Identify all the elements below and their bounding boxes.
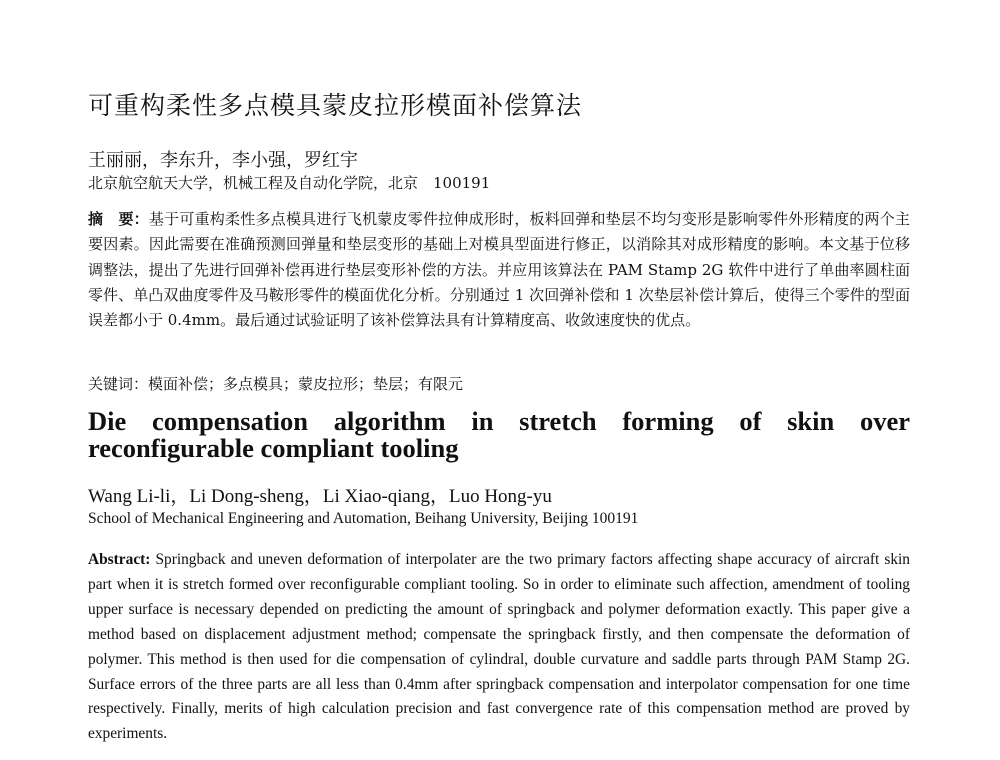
english-title: [88, 408, 910, 462]
chinese-abstract-label: 摘 要：: [88, 210, 149, 228]
english-authors: Wang Li-li，Li Dong-sheng，Li Xiao-qiang，Luo Hong-yu: [88, 486, 552, 507]
english-abstract-text: Springback and uneven deformation of interpolater are the two primary factors affecting shape accuracy of aircraft skin part when it is stretch formed over reconfigurable compliant tooling. So in order to eliminate such affection, amendment of tooling upper surface is necessary depended on predicting the amount of springback and polymer deformation exactly. This paper give a method based on displacement adjustment method; compensate the springback firstly, and then compensate the deformation of polymer. This method is then used for die compensation of cylindral, double curvature and saddle parts through PAM Stamp 2G. Surface errors of the three parts are all less than 0.4mm after springback compensation and interpolator compensation for one time respectively. Finally, merits of high calculation precision and fast convergence rate of this compensation method are proved by experiments.: [88, 551, 910, 743]
english-title-line-2: reconfigurable compliant tooling: [88, 433, 459, 463]
english-abstract: [88, 548, 910, 747]
chinese-abstract-text: 基于可重构柔性多点模具进行飞机蒙皮零件拉伸成形时，板料回弹和垫层不均匀变形是影响零件外形精度的两个主要因素。因此需要在准确预测回弹量和垫层变形的基础上对模具型面进行修正，以消除其对成形精度的影响。本文基于位移调整法，提出了先进行回弹补偿再进行垫层变形补偿的方法。并应用该算法在 PAM Stamp 2G 软件中进行了单曲率圆柱面零件、单凸双曲度零件及马鞍形零件的模面优化分析。分别通过 1 次回弹补偿和 1 次垫层补偿计算后，使得三个零件的型面误差都小于 0.4mm。最后通过试验证明了该补偿算法具有计算精度高、收敛速度快的优点。: [88, 210, 910, 330]
english-affiliation: School of Mechanical Engineering and Automation, Beihang University, Beijing 100191: [88, 510, 639, 527]
chinese-affiliation: 北京航空航天大学，机械工程及自动化学院，北京 100191: [88, 174, 491, 192]
chinese-keywords: 关键词：模面补偿；多点模具；蒙皮拉形；垫层；有限元: [88, 375, 464, 393]
english-title-line-1: Die compensation algorithm in stretch forming of skin over: [88, 406, 910, 436]
chinese-title: 可重构柔性多点模具蒙皮拉形模面补偿算法: [88, 91, 583, 120]
chinese-abstract: [88, 207, 910, 333]
english-abstract-label: Abstract:: [88, 551, 151, 568]
chinese-authors: 王丽丽，李东升，李小强，罗红宇: [88, 150, 358, 171]
